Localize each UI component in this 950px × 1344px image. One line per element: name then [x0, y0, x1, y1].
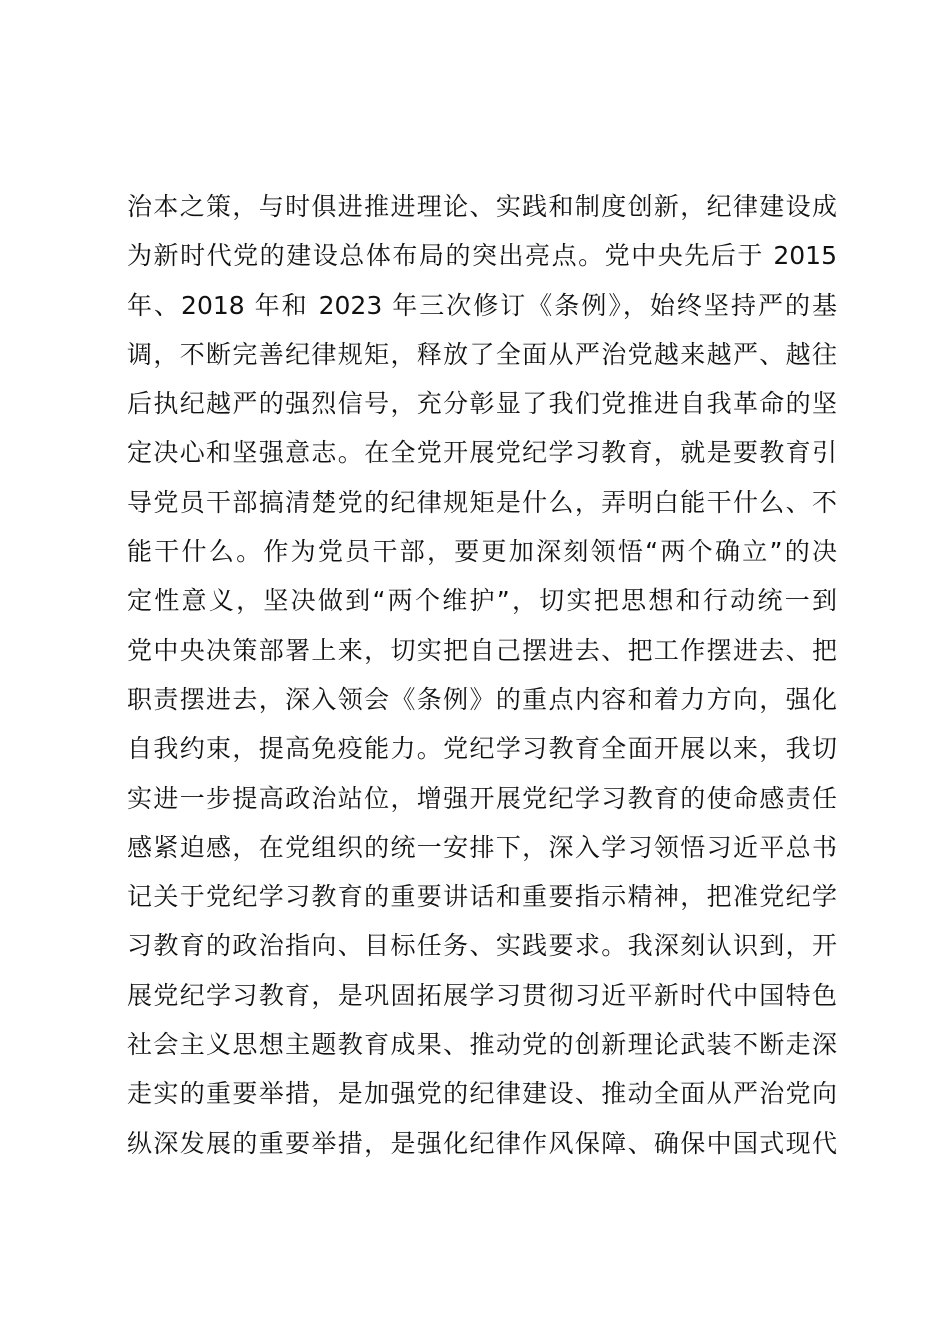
text-line: 导党员干部搞清楚党的纪律规矩是什么，弄明白能干什么、不 [127, 487, 837, 517]
text-line: 实进一步提高政治站位，增强开展党纪学习教育的使命感责任 [127, 783, 837, 813]
text-line: 定性意义，坚决做到“两个维护”，切实把思想和行动统一到 [127, 586, 837, 616]
text-line: 社会主义思想主题教育成果、推动党的创新理论武装不断走深 [127, 1030, 837, 1060]
text-line: 展党纪学习教育，是巩固拓展学习贯彻习近平新时代中国特色 [127, 980, 837, 1010]
text-line: 职责摆进去，深入领会《条例》的重点内容和着力方向，强化 [127, 684, 837, 714]
text-line: 感紧迫感，在党组织的统一安排下，深入学习领悟习近平总书 [127, 832, 837, 862]
text-line: 记关于党纪学习教育的重要讲话和重要指示精神，把准党纪学 [127, 882, 837, 912]
body-paragraph [127, 182, 837, 1168]
text-line: 定决心和坚强意志。在全党开展党纪学习教育，就是要教育引 [127, 438, 837, 468]
text-line: 为新时代党的建设总体布局的突出亮点。党中央先后于 2015 [127, 241, 837, 271]
text-line: 纵深发展的重要举措，是强化纪律作风保障、确保中国式现代 [127, 1128, 837, 1158]
text-line: 自我约束，提高免疫能力。党纪学习教育全面开展以来，我切 [127, 734, 837, 764]
text-line: 治本之策，与时俱进推进理论、实践和制度创新，纪律建设成 [127, 192, 837, 221]
text-line: 能干什么。作为党员干部，要更加深刻领悟“两个确立”的决 [127, 537, 837, 567]
text-line: 习教育的政治指向、目标任务、实践要求。我深刻认识到，开 [127, 931, 837, 961]
text-line: 走实的重要举措，是加强党的纪律建设、推动全面从严治党向 [127, 1079, 837, 1109]
text-line: 年、2018 年和 2023 年三次修订《条例》，始终坚持严的基 [127, 290, 837, 320]
text-line: 党中央决策部署上来，切实把自己摆进去、把工作摆进去、把 [127, 635, 837, 665]
text-line: 调，不断完善纪律规矩，释放了全面从严治党越来越严、越往 [127, 339, 837, 369]
text-line: 后执纪越严的强烈信号，充分彰显了我们党推进自我革命的坚 [127, 389, 837, 419]
